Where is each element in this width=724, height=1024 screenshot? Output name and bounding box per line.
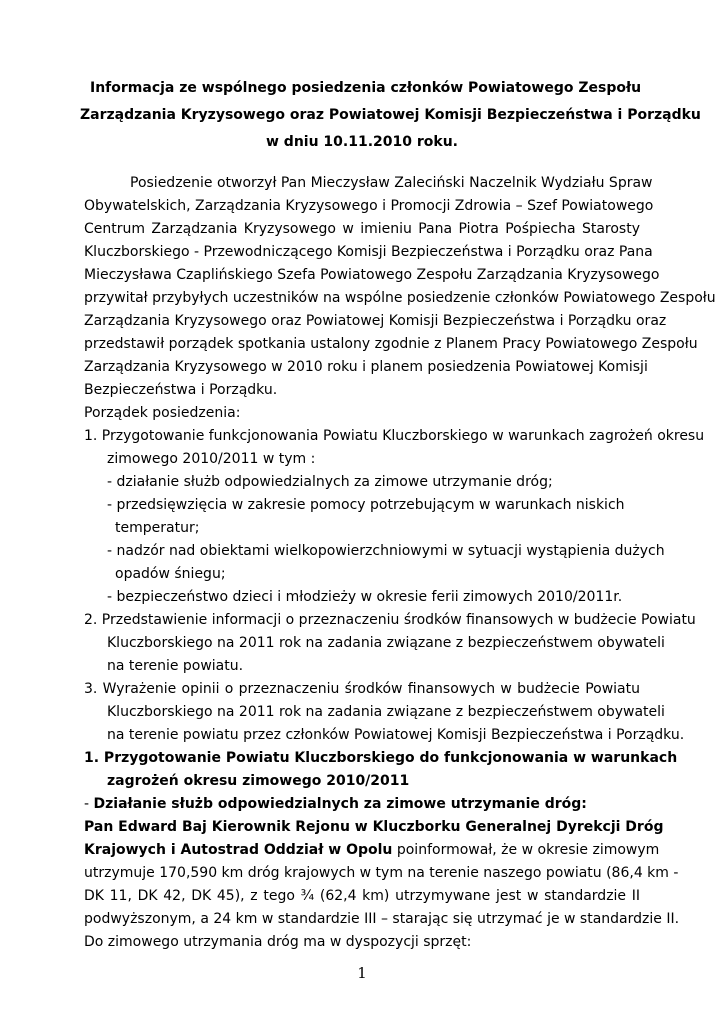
body-line: DK 11, DK 42, DK 45), z tego ¾ (62,4 km) utrzymywane jest w standardzie II [84, 888, 640, 904]
agenda-subitem: - nadzór nad obiektami wielkopowierzchniowymi w sytuacji wystąpienia dużych [107, 543, 665, 559]
intro-line: przywitał przybyłych uczestników na wspólne posiedzenie członków Powiatowego Zespołu [84, 290, 716, 306]
agenda-subitem: opadów śniegu; [115, 566, 226, 582]
speaker-statement: poinformował, że w okresie zimowym [392, 842, 660, 858]
agenda-item: Kluczborskiego na 2011 rok na zadania związane z bezpieczeństwem obywateli [107, 704, 665, 720]
subsection-heading [84, 793, 587, 815]
agenda-subitem: temperatur; [115, 520, 200, 536]
agenda-item: 3. Wyrażenie opinii o przeznaczeniu środków finansowych w budżecie Powiatu [84, 681, 640, 697]
section-heading: 1. Przygotowanie Powiatu Kluczborskiego do funkcjonowania w warunkach [84, 750, 678, 766]
intro-line: Bezpieczeństwa i Porządku. [84, 382, 278, 398]
section-heading: zagrożeń okresu zimowego 2010/2011 [107, 773, 410, 789]
agenda-item: Kluczborskiego na 2011 rok na zadania związane z bezpieczeństwem obywateli [107, 635, 665, 651]
title-line-3: w dniu 10.11.2010 roku. [266, 134, 458, 150]
subsection-title: Działanie służb odpowiedzialnych za zimowe utrzymanie dróg: [93, 796, 587, 812]
agenda-item: 2. Przedstawienie informacji o przeznaczeniu środków finansowych w budżecie Powiatu [84, 612, 696, 628]
body-line: podwyższonym, a 24 km w standardzie III – starając się utrzymać je w standardzie II. [84, 911, 680, 927]
intro-line: Centrum Zarządzania Kryzysowego w imieniu Pana Piotra Pośpiecha Starosty [84, 221, 640, 237]
title-line-2: Zarządzania Kryzysowego oraz Powiatowej Komisji Bezpieczeństwa i Porządku [80, 107, 701, 123]
agenda-subitem: - bezpieczeństwo dzieci i młodzieży w okresie ferii zimowych 2010/2011r. [107, 589, 623, 605]
body-line: Do zimowego utrzymania dróg ma w dyspozycji sprzęt: [84, 934, 472, 950]
intro-line: Kluczborskiego - Przewodniczącego Komisji Bezpieczeństwa i Porządku oraz Pana [84, 244, 653, 260]
page-number: 1 [357, 964, 367, 982]
speaker-line [84, 839, 659, 861]
intro-line: Mieczysława Czaplińskiego Szefa Powiatowego Zespołu Zarządzania Kryzysowego [84, 267, 660, 283]
intro-line: Posiedzenie otworzył Pan Mieczysław Zaleciński Naczelnik Wydziału Spraw [130, 175, 653, 191]
agenda-heading: Porządek posiedzenia: [84, 405, 241, 421]
agenda-subitem: - przedsięwzięcia w zakresie pomocy potrzebującym w warunkach niskich [107, 497, 625, 513]
intro-line: Obywatelskich, Zarządzania Kryzysowego i Promocji Zdrowia – Szef Powiatowego [84, 198, 654, 214]
speaker-organization: Krajowych i Autostrad Oddział w Opolu [84, 842, 393, 858]
agenda-item: zimowego 2010/2011 w tym : [107, 451, 316, 467]
agenda-item: na terenie powiatu przez członków Powiatowej Komisji Bezpieczeństwa i Porządku. [107, 727, 685, 743]
agenda-item: na terenie powiatu. [107, 658, 244, 674]
intro-line: Zarządzania Kryzysowego w 2010 roku i planem posiedzenia Powiatowej Komisji [84, 359, 648, 375]
body-line: utrzymuje 170,590 km dróg krajowych w tym na terenie naszego powiatu (86,4 km - [84, 865, 679, 881]
intro-line: przedstawił porządek spotkania ustalony zgodnie z Planem Pracy Powiatowego Zespołu [84, 336, 698, 352]
intro-line: Zarządzania Kryzysowego oraz Powiatowej Komisji Bezpieczeństwa i Porządku oraz [84, 313, 667, 329]
agenda-subitem: - działanie służb odpowiedzialnych za zimowe utrzymanie dróg; [107, 474, 553, 490]
title-line-1: Informacja ze wspólnego posiedzenia członków Powiatowego Zespołu [90, 80, 642, 96]
subsection-dash: - [84, 796, 94, 812]
speaker-line: Pan Edward Baj Kierownik Rejonu w Kluczborku Generalnej Dyrekcji Dróg [84, 819, 664, 835]
agenda-item: 1. Przygotowanie funkcjonowania Powiatu Kluczborskiego w warunkach zagrożeń okresu [84, 428, 705, 444]
